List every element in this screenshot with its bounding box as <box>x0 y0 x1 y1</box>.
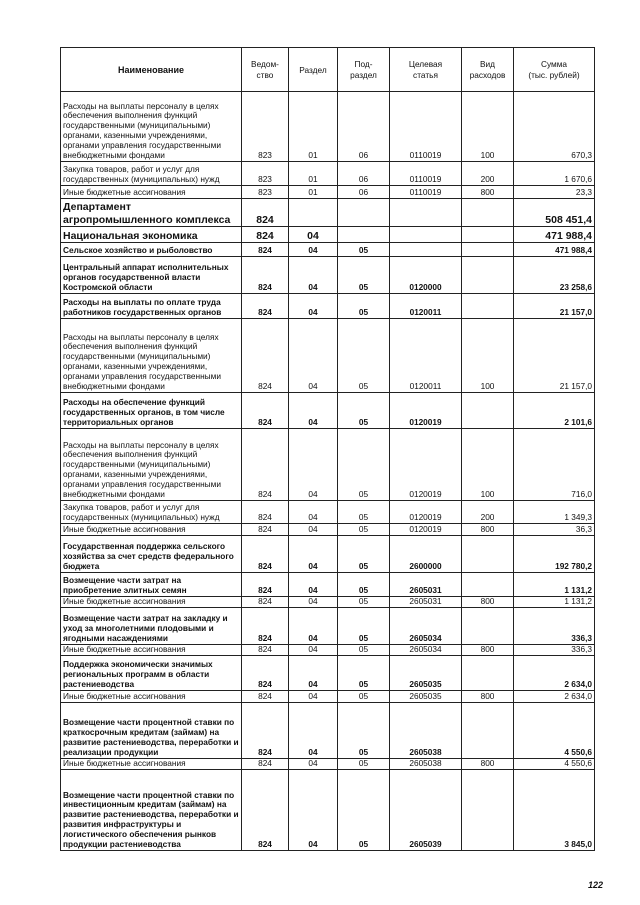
table-row <box>61 227 595 243</box>
cell-sum: 336,3 <box>514 645 595 656</box>
cell-type: 800 <box>462 597 514 608</box>
cell-name: Расходы на выплаты персоналу в целях обеспечения выполнения функций государственными (муниципальными) органами, казенными учреждениями, органами управления государственными внебюджетными фондами <box>61 92 242 162</box>
page-number: 122 <box>588 880 604 890</box>
cell-subsection: 05 <box>338 524 390 536</box>
table-row <box>61 393 595 429</box>
cell-name: Расходы на выплаты персоналу в целях обеспечения выполнения функций государственными (муниципальными) органами, казенными учреждениями, органами управления государственными внебюджетными фондами <box>61 319 242 393</box>
cell-target: 0110019 <box>390 186 462 199</box>
table-row <box>61 294 595 319</box>
table-row <box>61 92 595 162</box>
cell-target: 2605035 <box>390 691 462 703</box>
cell-type <box>462 656 514 691</box>
cell-type <box>462 770 514 851</box>
cell-subsection: 05 <box>338 536 390 573</box>
cell-name: Закупка товаров, работ и услуг для государственных (муниципальных) нужд <box>61 162 242 186</box>
cell-sum: 4 550,6 <box>514 759 595 770</box>
cell-name: Закупка товаров, работ и услуг для государственных (муниципальных) нужд <box>61 501 242 524</box>
cell-name: Расходы на выплаты персоналу в целях обеспечения выполнения функций государственными (муниципальными) органами, казенными учреждениями, органами управления государственными внебюджетными фондами <box>61 429 242 501</box>
cell-name: Расходы на выплаты по оплате труда работников государственных органов <box>61 294 242 319</box>
cell-subsection: 05 <box>338 656 390 691</box>
cell-dept: 824 <box>242 656 289 691</box>
cell-section: 04 <box>289 243 338 257</box>
cell-section: 04 <box>289 656 338 691</box>
cell-section: 01 <box>289 92 338 162</box>
header-type: Вид расходов <box>462 48 514 92</box>
cell-target: 0120000 <box>390 257 462 294</box>
cell-section: 04 <box>289 257 338 294</box>
cell-section: 04 <box>289 319 338 393</box>
cell-type <box>462 393 514 429</box>
cell-section: 04 <box>289 703 338 759</box>
cell-type <box>462 608 514 645</box>
header-sum: Сумма (тыс. рублей) <box>514 48 595 92</box>
cell-section: 04 <box>289 597 338 608</box>
cell-name: Возмещение части процентной ставки по краткосрочным кредитам (займам) на развитие растениеводства, переработки и реализации продукции <box>61 703 242 759</box>
table-row <box>61 199 595 227</box>
cell-dept: 823 <box>242 92 289 162</box>
cell-name: Возмещение части процентной ставки по инвестиционным кредитам (займам) на развитие растениеводства, переработки и развития инфраструктуры и логистического обеспечения рынков продукции растениеводства <box>61 770 242 851</box>
cell-subsection: 05 <box>338 294 390 319</box>
cell-sum: 23 258,6 <box>514 257 595 294</box>
cell-subsection: 05 <box>338 429 390 501</box>
cell-dept: 824 <box>242 759 289 770</box>
cell-sum: 21 157,0 <box>514 319 595 393</box>
cell-name: Иные бюджетные ассигнования <box>61 691 242 703</box>
cell-target: 2605031 <box>390 597 462 608</box>
table-row <box>61 257 595 294</box>
cell-dept: 824 <box>242 294 289 319</box>
cell-subsection: 05 <box>338 608 390 645</box>
cell-name: Центральный аппарат исполнительных органов государственной власти Костромской области <box>61 257 242 294</box>
header-name: Наименование <box>61 48 242 92</box>
cell-sum: 2 634,0 <box>514 656 595 691</box>
cell-dept: 824 <box>242 536 289 573</box>
cell-target <box>390 227 462 243</box>
cell-subsection: 05 <box>338 243 390 257</box>
cell-target: 0120019 <box>390 501 462 524</box>
cell-name: Департамент агропромышленного комплекса <box>61 199 242 227</box>
cell-name: Возмещение части затрат на приобретение элитных семян <box>61 573 242 597</box>
cell-subsection: 05 <box>338 573 390 597</box>
cell-sum: 4 550,6 <box>514 703 595 759</box>
cell-type: 800 <box>462 645 514 656</box>
cell-name: Иные бюджетные ассигнования <box>61 597 242 608</box>
cell-section: 01 <box>289 186 338 199</box>
cell-type <box>462 227 514 243</box>
cell-type: 200 <box>462 162 514 186</box>
cell-section: 04 <box>289 501 338 524</box>
table-row <box>61 162 595 186</box>
cell-sum: 2 634,0 <box>514 691 595 703</box>
table-row <box>61 645 595 656</box>
cell-section: 04 <box>289 393 338 429</box>
cell-name: Поддержка экономически значимых региональных программ в области растениеводства <box>61 656 242 691</box>
cell-target: 2605038 <box>390 703 462 759</box>
cell-dept: 824 <box>242 243 289 257</box>
cell-subsection: 05 <box>338 703 390 759</box>
table-row <box>61 243 595 257</box>
cell-sum: 23,3 <box>514 186 595 199</box>
cell-section: 04 <box>289 691 338 703</box>
cell-type <box>462 536 514 573</box>
cell-subsection: 05 <box>338 501 390 524</box>
cell-target: 0120019 <box>390 524 462 536</box>
cell-target: 2605031 <box>390 573 462 597</box>
cell-subsection: 06 <box>338 92 390 162</box>
cell-name: Иные бюджетные ассигнования <box>61 645 242 656</box>
cell-type: 200 <box>462 501 514 524</box>
header-section: Раздел <box>289 48 338 92</box>
header-target: Целевая статья <box>390 48 462 92</box>
table-row <box>61 186 595 199</box>
cell-sum: 2 101,6 <box>514 393 595 429</box>
cell-dept: 824 <box>242 573 289 597</box>
cell-target: 0110019 <box>390 92 462 162</box>
table-row <box>61 536 595 573</box>
cell-type <box>462 294 514 319</box>
cell-subsection: 05 <box>338 759 390 770</box>
cell-sum: 21 157,0 <box>514 294 595 319</box>
cell-section: 04 <box>289 645 338 656</box>
cell-section: 04 <box>289 608 338 645</box>
cell-section: 04 <box>289 573 338 597</box>
cell-section: 04 <box>289 524 338 536</box>
cell-dept: 824 <box>242 319 289 393</box>
cell-target: 2605035 <box>390 656 462 691</box>
cell-target <box>390 199 462 227</box>
cell-subsection: 05 <box>338 691 390 703</box>
cell-name: Расходы на обеспечение функций государственных органов, в том числе территориальных органов <box>61 393 242 429</box>
cell-section: 04 <box>289 536 338 573</box>
cell-name: Иные бюджетные ассигнования <box>61 186 242 199</box>
cell-name: Иные бюджетные ассигнования <box>61 524 242 536</box>
table-row <box>61 703 595 759</box>
cell-sum: 192 780,2 <box>514 536 595 573</box>
cell-subsection <box>338 199 390 227</box>
cell-name: Сельское хозяйство и рыболовство <box>61 243 242 257</box>
cell-type: 800 <box>462 186 514 199</box>
cell-sum: 471 988,4 <box>514 227 595 243</box>
cell-type <box>462 243 514 257</box>
cell-dept: 824 <box>242 429 289 501</box>
cell-name: Возмещение части затрат на закладку и уход за многолетними плодовыми и ягодными насаждениями <box>61 608 242 645</box>
cell-sum: 1 131,2 <box>514 573 595 597</box>
cell-target: 2605039 <box>390 770 462 851</box>
cell-type <box>462 703 514 759</box>
cell-section: 04 <box>289 294 338 319</box>
cell-type: 100 <box>462 429 514 501</box>
cell-target: 0120019 <box>390 429 462 501</box>
table-row <box>61 608 595 645</box>
cell-type <box>462 257 514 294</box>
budget-table <box>60 47 595 851</box>
cell-type: 800 <box>462 759 514 770</box>
cell-section: 04 <box>289 770 338 851</box>
cell-dept: 824 <box>242 257 289 294</box>
cell-section: 04 <box>289 227 338 243</box>
cell-type: 800 <box>462 524 514 536</box>
header-subsection: Под- раздел <box>338 48 390 92</box>
cell-subsection: 05 <box>338 319 390 393</box>
cell-dept: 824 <box>242 703 289 759</box>
cell-type <box>462 199 514 227</box>
cell-sum: 36,3 <box>514 524 595 536</box>
table-row <box>61 691 595 703</box>
table-row <box>61 573 595 597</box>
table-row <box>61 319 595 393</box>
cell-subsection <box>338 227 390 243</box>
cell-target: 2605038 <box>390 759 462 770</box>
table-row <box>61 656 595 691</box>
cell-dept: 824 <box>242 645 289 656</box>
cell-name: Государственная поддержка сельского хозяйства за счет средств федерального бюджета <box>61 536 242 573</box>
header-dept: Ведом- ство <box>242 48 289 92</box>
cell-subsection: 05 <box>338 597 390 608</box>
cell-target: 0110019 <box>390 162 462 186</box>
cell-subsection: 05 <box>338 645 390 656</box>
cell-target: 2605034 <box>390 645 462 656</box>
header-row <box>61 48 595 92</box>
cell-dept: 824 <box>242 597 289 608</box>
cell-sum: 1 131,2 <box>514 597 595 608</box>
cell-section: 04 <box>289 429 338 501</box>
cell-subsection: 06 <box>338 186 390 199</box>
cell-subsection: 05 <box>338 393 390 429</box>
cell-dept: 824 <box>242 393 289 429</box>
cell-section: 01 <box>289 162 338 186</box>
cell-sum: 670,3 <box>514 92 595 162</box>
cell-dept: 824 <box>242 608 289 645</box>
cell-sum: 471 988,4 <box>514 243 595 257</box>
table-row <box>61 501 595 524</box>
cell-subsection: 06 <box>338 162 390 186</box>
table-row <box>61 770 595 851</box>
cell-type <box>462 573 514 597</box>
cell-type: 100 <box>462 319 514 393</box>
cell-subsection: 05 <box>338 770 390 851</box>
cell-target: 2605034 <box>390 608 462 645</box>
cell-dept: 824 <box>242 691 289 703</box>
cell-dept: 824 <box>242 501 289 524</box>
cell-subsection: 05 <box>338 257 390 294</box>
cell-type: 100 <box>462 92 514 162</box>
table-row <box>61 759 595 770</box>
cell-dept: 824 <box>242 770 289 851</box>
cell-target: 0120019 <box>390 393 462 429</box>
cell-sum: 1 670,6 <box>514 162 595 186</box>
cell-target <box>390 243 462 257</box>
cell-dept: 823 <box>242 162 289 186</box>
cell-type: 800 <box>462 691 514 703</box>
cell-dept: 824 <box>242 524 289 536</box>
cell-target: 0120011 <box>390 319 462 393</box>
cell-sum: 1 349,3 <box>514 501 595 524</box>
cell-dept: 823 <box>242 186 289 199</box>
cell-sum: 336,3 <box>514 608 595 645</box>
cell-sum: 3 845,0 <box>514 770 595 851</box>
cell-name: Национальная экономика <box>61 227 242 243</box>
cell-target: 2600000 <box>390 536 462 573</box>
cell-section: 04 <box>289 759 338 770</box>
cell-target: 0120011 <box>390 294 462 319</box>
cell-sum: 508 451,4 <box>514 199 595 227</box>
cell-sum: 716,0 <box>514 429 595 501</box>
table-row <box>61 429 595 501</box>
cell-name: Иные бюджетные ассигнования <box>61 759 242 770</box>
cell-dept: 824 <box>242 227 289 243</box>
cell-section <box>289 199 338 227</box>
table-row <box>61 524 595 536</box>
cell-dept: 824 <box>242 199 289 227</box>
table-row <box>61 597 595 608</box>
